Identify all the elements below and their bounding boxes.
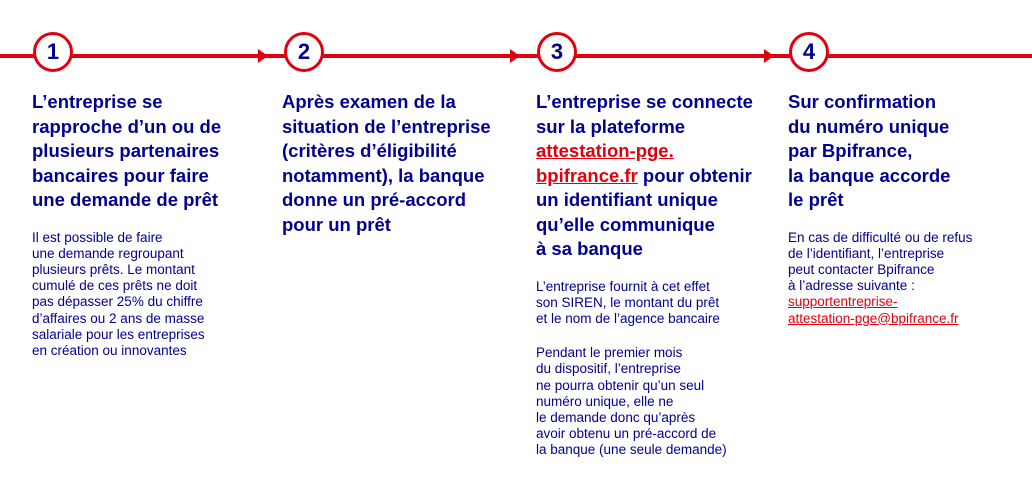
body-line: en création ou innovantes bbox=[32, 342, 187, 358]
support-email-link[interactable]: supportentreprise- bbox=[788, 294, 898, 310]
step-number-1: 1 bbox=[33, 32, 73, 72]
body-line: En cas de difficulté ou de refus bbox=[788, 229, 973, 245]
heading-line: rapproche d’un ou de bbox=[32, 115, 222, 137]
heading-line: à sa banque bbox=[536, 238, 643, 259]
step-1-heading bbox=[32, 90, 267, 213]
body-line: de l’identifiant, l’entreprise bbox=[788, 245, 945, 261]
body-line: le demande donc qu’après bbox=[536, 409, 696, 425]
body-line: ne pourra obtenir qu’un seul bbox=[536, 377, 705, 393]
heading-line: sur la plateforme bbox=[536, 115, 686, 137]
heading-line: (critères d’éligibilité bbox=[282, 140, 457, 161]
step-4 bbox=[788, 90, 1028, 345]
platform-link[interactable]: attestation-pge. bbox=[536, 140, 674, 161]
heading-line: bancaires pour faire bbox=[32, 164, 209, 186]
body-line: du dispositif, l’entreprise bbox=[536, 361, 681, 377]
body-line: d’affaires ou 2 ans de masse bbox=[32, 310, 205, 326]
body-line: numéro unique, elle ne bbox=[536, 393, 674, 409]
body-line: avoir obtenu un pré-accord de bbox=[536, 426, 717, 442]
platform-link[interactable]: bpifrance.fr bbox=[536, 164, 638, 186]
arrow-icon bbox=[510, 49, 520, 63]
heading-text: pour obtenir bbox=[637, 164, 752, 186]
step-number-2: 2 bbox=[284, 32, 324, 72]
arrow-icon bbox=[764, 49, 774, 63]
timeline bbox=[0, 39, 1032, 68]
heading-line: une demande de prêt bbox=[32, 189, 219, 210]
step-2-heading bbox=[282, 90, 522, 237]
heading-line: la banque accorde bbox=[788, 164, 951, 186]
heading-line: plusieurs partenaires bbox=[32, 140, 220, 161]
body-line: L’entreprise fournit à cet effet bbox=[536, 278, 710, 294]
body-line: Il est possible de faire bbox=[32, 229, 163, 245]
body-line: Pendant le premier mois bbox=[536, 345, 683, 361]
step-3 bbox=[536, 90, 781, 477]
body-line: une demande regroupant bbox=[32, 245, 184, 261]
step-3-heading bbox=[536, 90, 781, 262]
body-line: peut contacter Bpifrance bbox=[788, 261, 935, 277]
heading-line: donne un pré-accord bbox=[282, 189, 466, 210]
heading-line: Après examen de la bbox=[282, 91, 456, 112]
body-line: à l’adresse suivante : bbox=[788, 278, 915, 294]
step-4-body bbox=[788, 230, 1028, 327]
heading-line: un identifiant unique bbox=[536, 189, 718, 210]
heading-line: du numéro unique bbox=[788, 115, 950, 137]
body-line: son SIREN, le montant du prêt bbox=[536, 294, 720, 310]
body-line: et le nom de l’agence bancaire bbox=[536, 310, 720, 326]
heading-line: L’entreprise se connecte bbox=[536, 91, 753, 112]
step-4-heading bbox=[788, 90, 1028, 213]
step-number-3: 3 bbox=[537, 32, 577, 72]
heading-line: situation de l’entreprise bbox=[282, 115, 491, 137]
step-3-body-1 bbox=[536, 279, 781, 328]
arrow-icon bbox=[258, 49, 268, 63]
body-line: cumulé de ces prêts ne doit bbox=[32, 278, 198, 294]
heading-line: qu’elle communique bbox=[536, 213, 715, 235]
body-line: plusieurs prêts. Le montant bbox=[32, 261, 195, 277]
step-2 bbox=[282, 90, 522, 254]
heading-line: pour un prêt bbox=[282, 213, 391, 235]
body-line: pas dépasser 25% du chiffre bbox=[32, 294, 203, 310]
step-1-body bbox=[32, 230, 267, 360]
heading-line: L’entreprise se bbox=[32, 91, 163, 112]
step-1 bbox=[32, 90, 267, 377]
heading-line: par Bpifrance, bbox=[788, 140, 913, 161]
step-3-body-2 bbox=[536, 345, 781, 458]
heading-line: le prêt bbox=[788, 189, 844, 210]
support-email-link[interactable]: attestation-pge@bpifrance.fr bbox=[788, 310, 959, 326]
heading-line: notamment), la banque bbox=[282, 164, 485, 186]
step-number-4: 4 bbox=[789, 32, 829, 72]
body-line: salariale pour les entreprises bbox=[32, 326, 205, 342]
heading-line: Sur confirmation bbox=[788, 91, 937, 112]
body-line: la banque (une seule demande) bbox=[536, 442, 727, 458]
